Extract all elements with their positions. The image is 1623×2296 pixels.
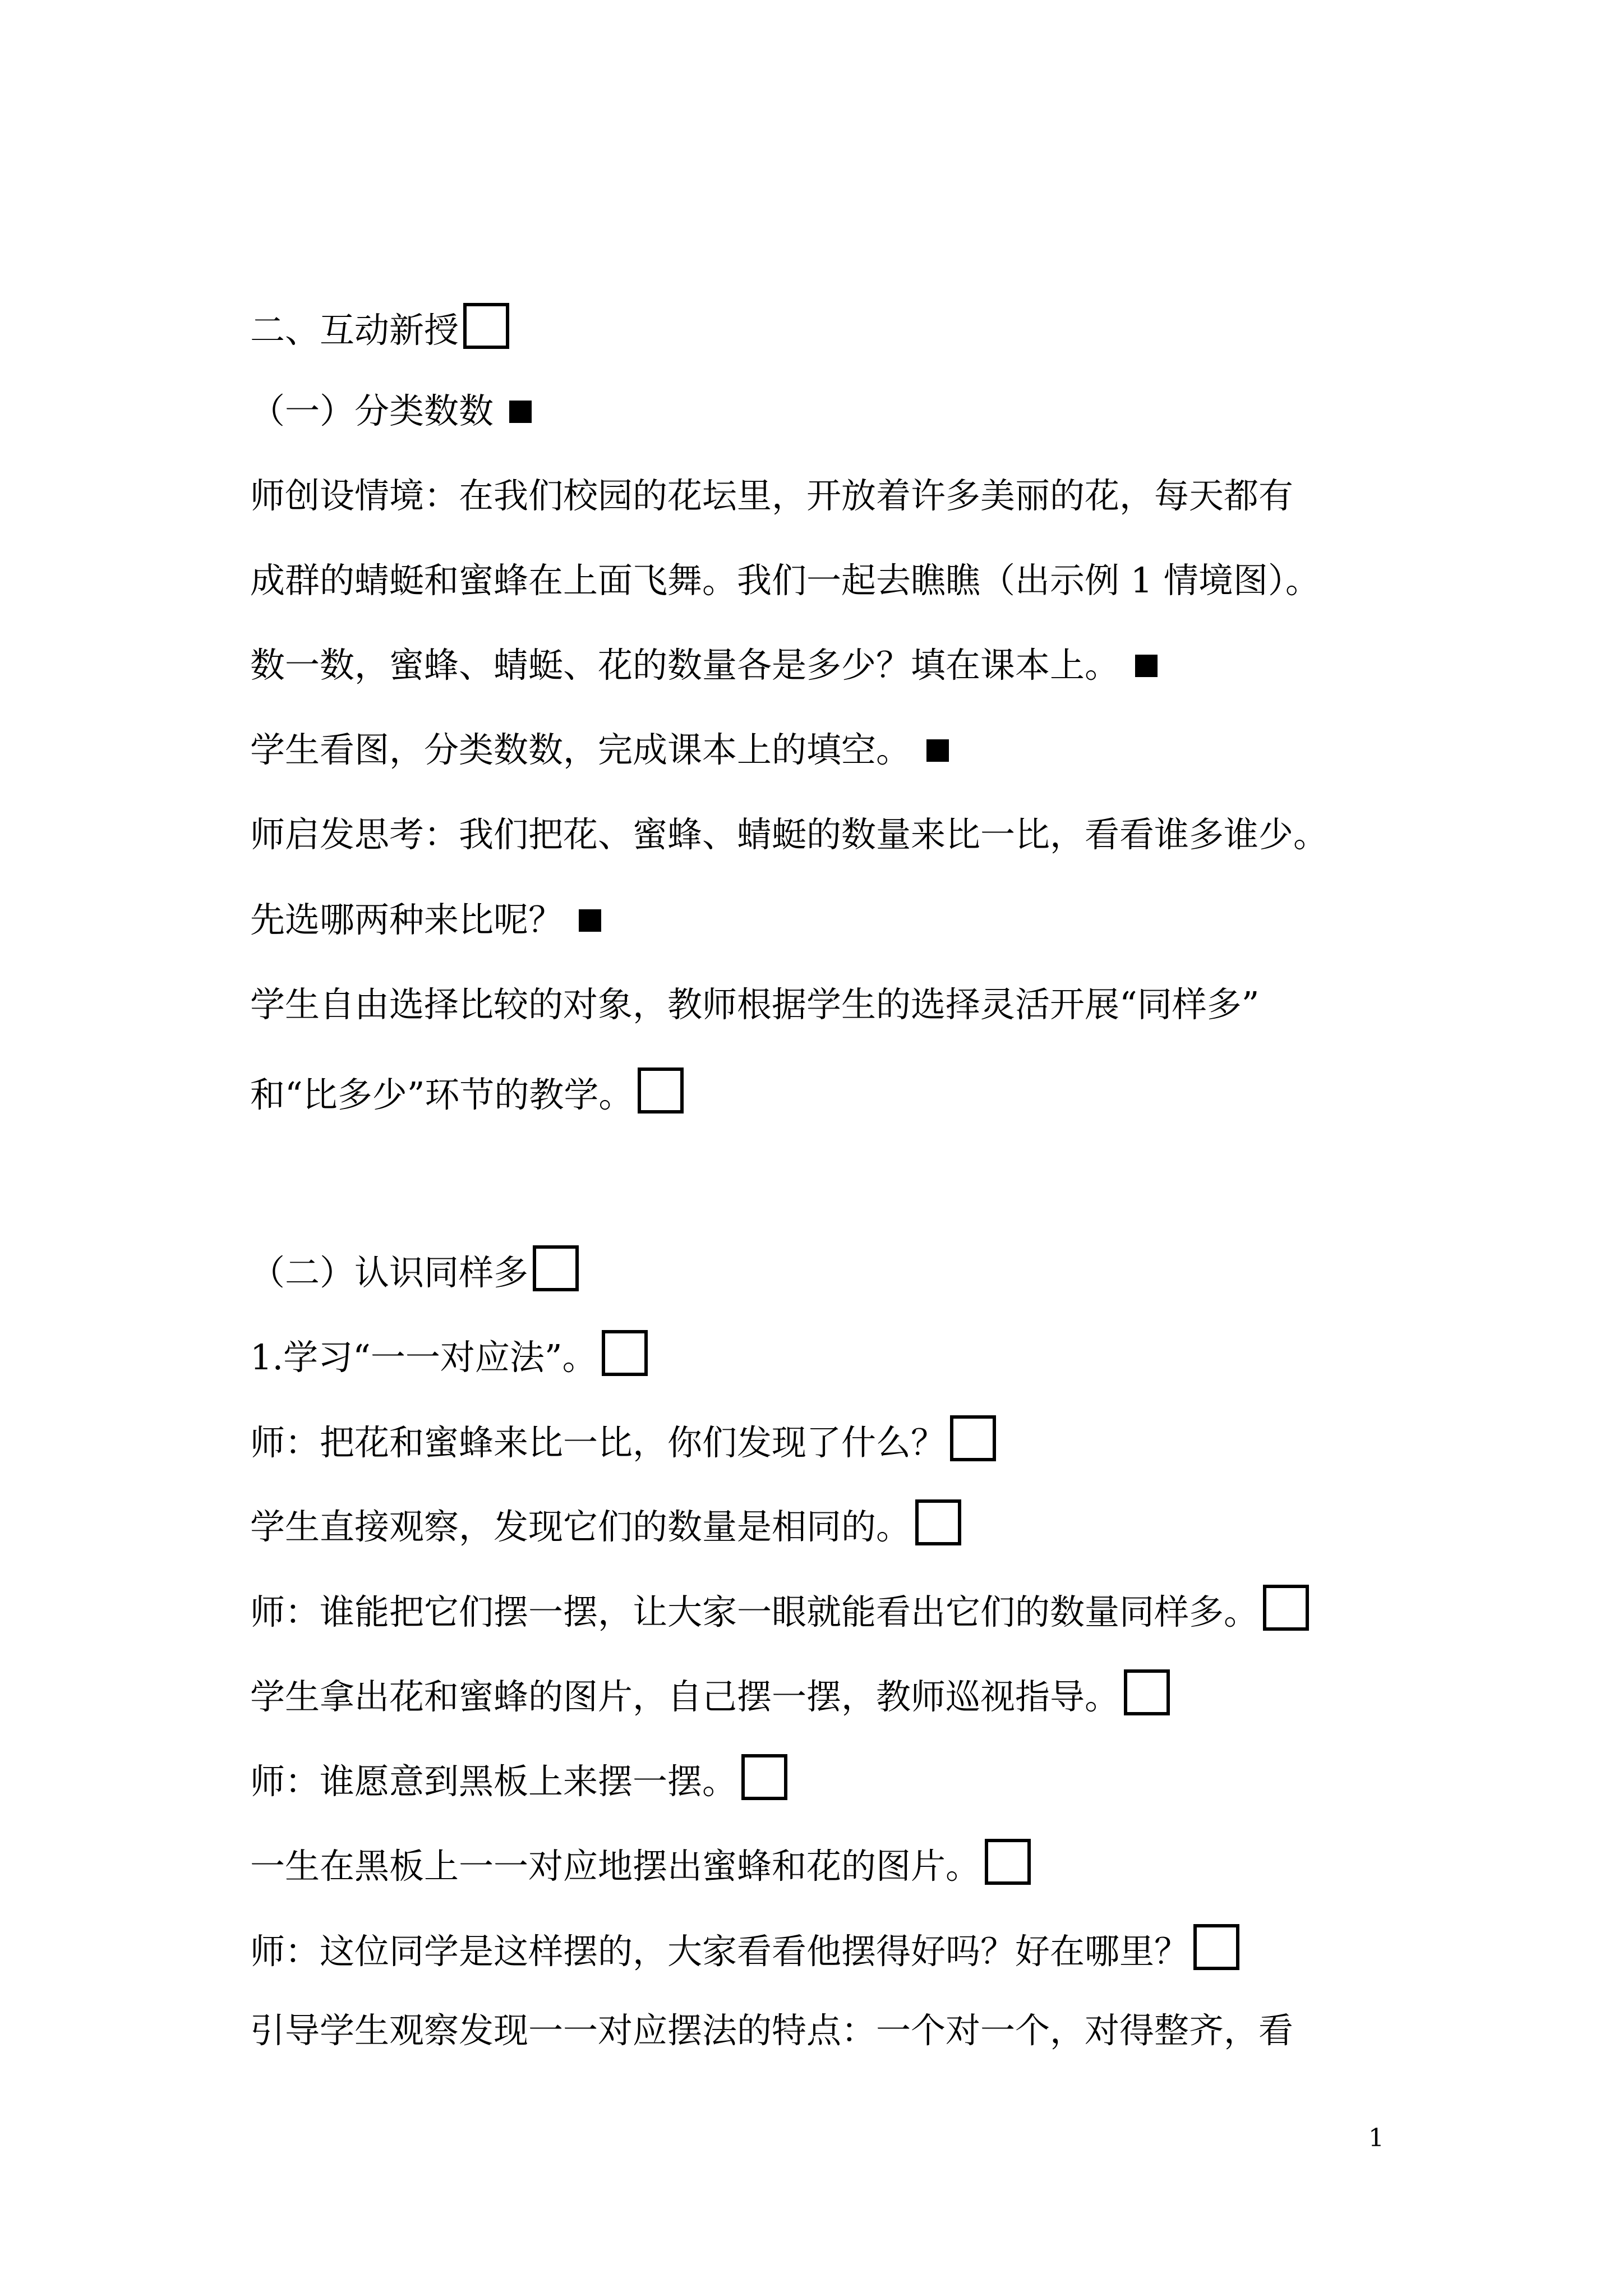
line-text: 师：谁愿意到黑板上来摆一摆。 (250, 1761, 737, 1802)
line-text: 学生直接观察，发现它们的数量是相同的。 (250, 1506, 911, 1547)
line-text: 师启发思考：我们把花、蜜蜂、蜻蜓的数量来比一比，看看谁多谁少。 (250, 814, 1329, 855)
paragraph-line (250, 473, 1293, 518)
line-text: 成群的蜻蜓和蜜蜂在上面飞舞。我们一起去瞧瞧（出示例 1 情境图）。 (250, 560, 1320, 601)
hollow-square-icon (741, 1754, 787, 1800)
line-text: 学生自由选择比较的对象，教师根据学生的选择灵活开展“同样多” (250, 984, 1260, 1025)
solid-square-icon (926, 739, 949, 762)
solid-square-icon (509, 401, 532, 423)
paragraph-line (250, 1754, 787, 1804)
line-text: 学生拿出花和蜜蜂的图片，自己摆一摆，教师巡视指导。 (250, 1676, 1120, 1717)
line-text: （二）认识同样多 (250, 1252, 529, 1293)
paragraph-line (250, 558, 1320, 603)
line-text: 师：谁能把它们摆一摆，让大家一眼就能看出它们的数量同样多。 (250, 1591, 1259, 1632)
paragraph-line (250, 812, 1328, 857)
hollow-square-icon (915, 1499, 961, 1545)
section-heading (250, 303, 509, 353)
line-text: 1.学习“一一对应法”。 (250, 1337, 597, 1378)
line-text: 师创设情境：在我们校园的花坛里，开放着许多美丽的花，每天都有 (250, 475, 1294, 516)
subsection-heading (250, 389, 532, 434)
hollow-square-icon (950, 1415, 996, 1461)
solid-square-icon (579, 909, 601, 932)
paragraph-line (250, 2008, 1293, 2053)
hollow-square-icon (1263, 1585, 1309, 1631)
line-text: 先选哪两种来比呢？ (250, 899, 564, 940)
hollow-square-icon (533, 1245, 579, 1291)
line-text: 引导学生观察发现一一对应摆法的特点：一个对一个，对得整齐，看 (250, 2010, 1294, 2051)
paragraph-line (250, 1068, 684, 1117)
paragraph-line (250, 643, 1158, 688)
subsection-heading (250, 1245, 579, 1295)
line-text: 二、互动新授 (250, 310, 459, 351)
hollow-square-icon (985, 1839, 1031, 1885)
paragraph-line (250, 1415, 996, 1465)
line-text: 师：这位同学是这样摆的，大家看看他摆得好吗？好在哪里？ (250, 1931, 1189, 1972)
numbered-heading (250, 1330, 648, 1380)
line-text: 数一数，蜜蜂、蜻蜓、花的数量各是多少？填在课本上。 (250, 645, 1120, 685)
page-number: 1 (1368, 2124, 1384, 2152)
paragraph-line (250, 1924, 1239, 1974)
paragraph-line (250, 982, 1259, 1027)
paragraph-line (250, 898, 601, 942)
paragraph-line (250, 728, 949, 772)
line-text: 和“比多少”环节的教学。 (250, 1074, 634, 1115)
hollow-square-icon (602, 1330, 648, 1376)
line-text: 师：把花和蜜蜂来比一比，你们发现了什么？ (250, 1422, 946, 1463)
paragraph-line (250, 1585, 1309, 1635)
line-text: （一）分类数数 (250, 390, 494, 431)
paragraph-line (250, 1499, 961, 1549)
solid-square-icon (1135, 655, 1158, 677)
hollow-square-icon (1124, 1669, 1170, 1715)
paragraph-line (250, 1669, 1170, 1719)
hollow-square-icon (638, 1068, 684, 1114)
hollow-square-icon (463, 303, 509, 349)
line-text: 学生看图，分类数数，完成课本上的填空。 (250, 729, 911, 770)
hollow-square-icon (1193, 1924, 1239, 1970)
line-text: 一生在黑板上一一对应地摆出蜜蜂和花的图片。 (250, 1846, 981, 1887)
paragraph-line (250, 1839, 1031, 1889)
